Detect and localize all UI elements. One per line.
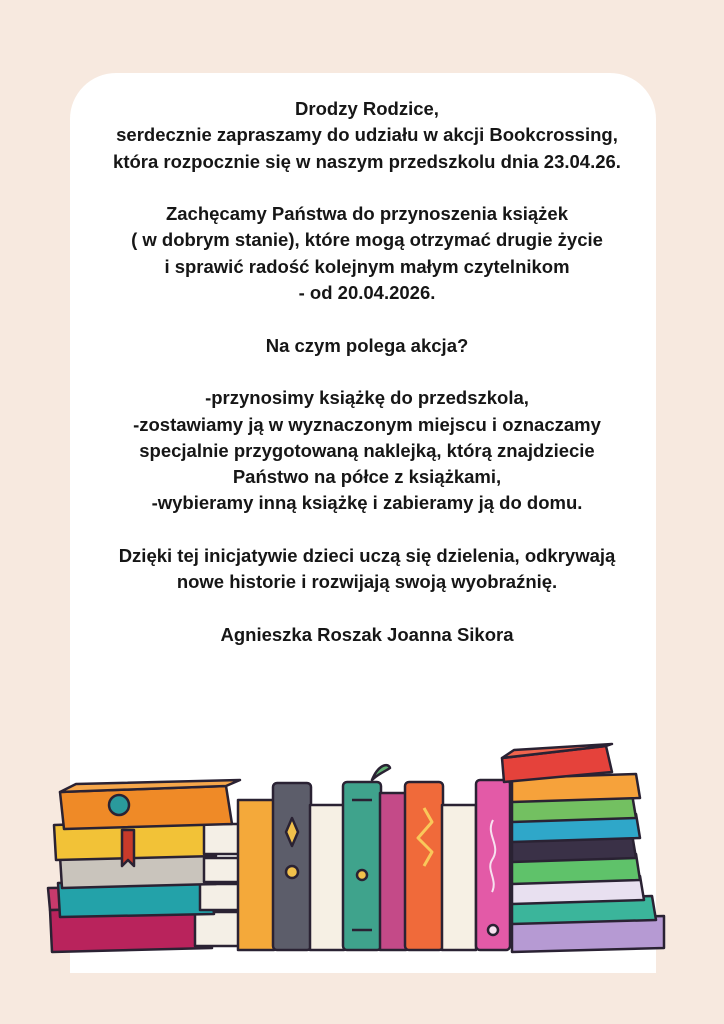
step-item: specjalnie przygotowaną naklejką, którą znajdziecie bbox=[139, 439, 595, 461]
intro-line: serdecznie zapraszamy do udziału w akcji Bookcrossing, bbox=[116, 124, 618, 146]
encouragement-line: ( w dobrym stanie), które mogą otrzymać drugie życie bbox=[131, 229, 603, 251]
greeting: Drodzy Rodzice, bbox=[295, 98, 439, 119]
right-book-stack bbox=[502, 744, 664, 952]
closing-line: nowe historie i rozwijają swoją wyobraźnię. bbox=[176, 571, 558, 593]
intro-line: która rozpocznie się w naszym przedszkolu dnia 23.04.26. bbox=[113, 150, 621, 172]
step-item: Państwo na półce z książkami, bbox=[232, 466, 502, 488]
encouragement-line: Zachęcamy Państwa do przynoszenia książek bbox=[165, 203, 569, 225]
books-illustration bbox=[0, 730, 724, 970]
step-item: -przynosimy książkę do przedszkola, bbox=[205, 387, 529, 409]
start-date: - od 20.04.2026. bbox=[298, 282, 436, 304]
left-book-stack bbox=[48, 780, 245, 952]
encouragement-line: i sprawić radość kolejnym małym czytelnikom bbox=[164, 255, 570, 277]
invitation-text bbox=[70, 96, 664, 648]
step-item: -wybieramy inną książkę i zabieramy ją do domu. bbox=[151, 492, 583, 514]
question-heading: Na czym polega akcja? bbox=[265, 334, 469, 356]
upright-books bbox=[238, 765, 510, 950]
closing-line: Dzięki tej inicjatywie dzieci uczą się dzielenia, odkrywają bbox=[118, 545, 616, 567]
signature: Agnieszka Roszak Joanna Sikora bbox=[220, 623, 514, 645]
step-item: -zostawiamy ją w wyznaczonym miejscu i oznaczamy bbox=[133, 413, 601, 435]
